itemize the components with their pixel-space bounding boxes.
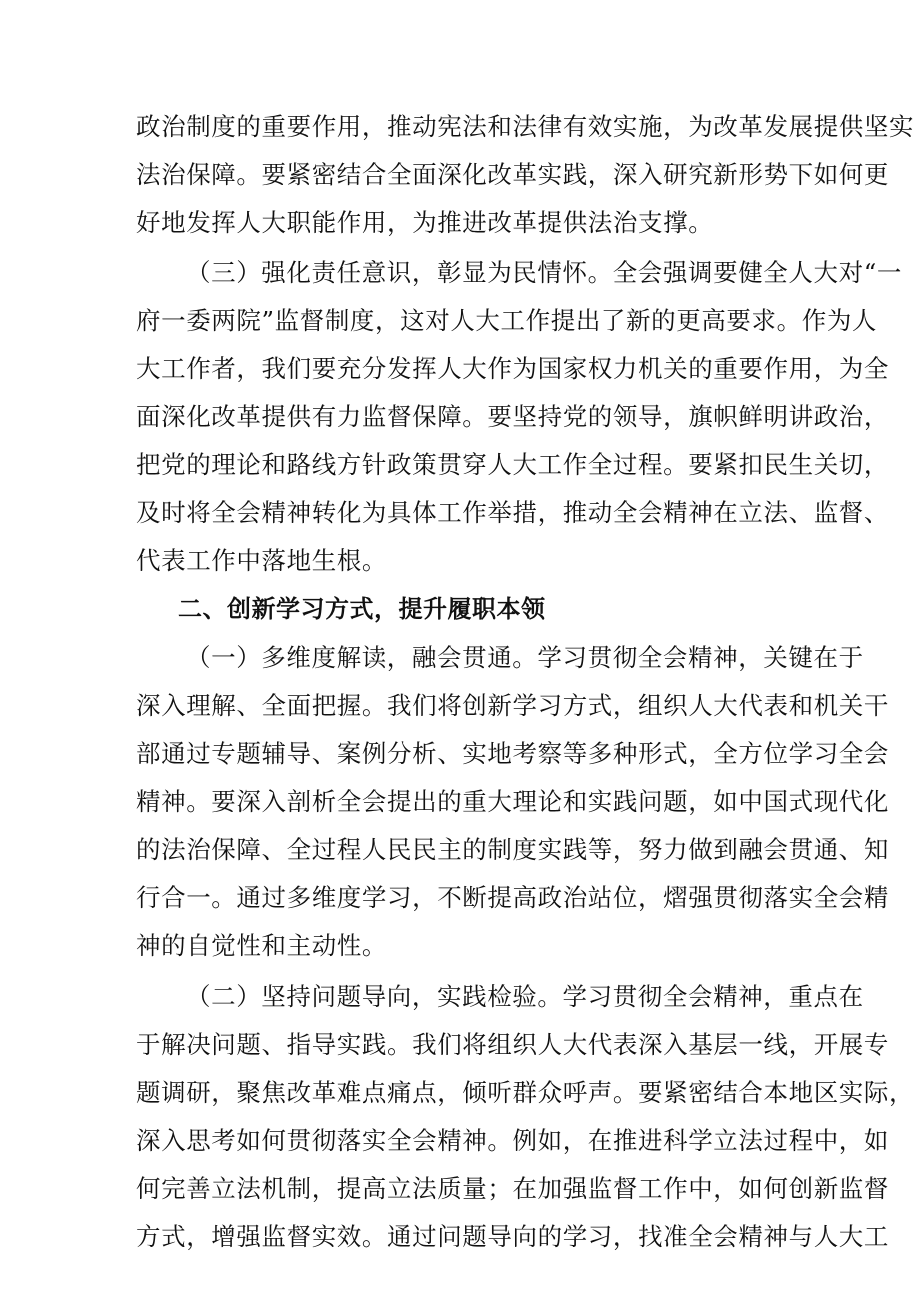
- paragraph-line: 方式，增强监督实效。通过问题导向的学习，找准全会精神与人大工: [136, 1222, 889, 1251]
- paragraph-line: （三）强化责任意识，彰显为民情怀。全会强调要健全人大对“一: [186, 258, 902, 287]
- paragraph-line: 代表工作中落地生根。: [136, 546, 387, 575]
- paragraph-line: 好地发挥人大职能作用，为推进改革提供法治支撑。: [136, 208, 714, 237]
- paragraph-line: 于解决问题、指导实践。我们将组织人大代表深入基层一线，开展专: [136, 1030, 889, 1059]
- paragraph-line: 行合一。通过多维度学习，不断提高政治站位，熠强贯彻落实全会精: [136, 883, 889, 912]
- paragraph-line: 政治制度的重要作用，推动宪法和法律有效实施，为改革发展提供坚实: [136, 112, 915, 141]
- paragraph-line: （一）多维度解读，融会贯通。学习贯彻全会精神，关键在于: [186, 643, 864, 672]
- paragraph-line: 把党的理论和路线方针政策贯穿人大工作全过程。要紧扣民生关切，: [136, 450, 889, 479]
- paragraph-line: 部通过专题辅导、案例分析、实地考察等多种形式，全方位学习全会: [136, 739, 889, 768]
- paragraph-line: 及时将全会精神转化为具体工作举措，推动全会精神在立法、监督、: [136, 498, 889, 527]
- section-heading: 二、创新学习方式，提升履职本领: [178, 595, 546, 623]
- paragraph-line: 法治保障。要紧密结合全面深化改革实践，深入研究新形势下如何更: [136, 160, 889, 189]
- paragraph-line: 何完善立法机制，提高立法质量；在加强监督工作中，如何创新监督: [136, 1174, 889, 1203]
- paragraph-line: 神的自觉性和主动性。: [136, 931, 387, 960]
- paragraph-line: 大工作者，我们要充分发挥人大作为国家权力机关的重要作用，为全: [136, 354, 889, 383]
- paragraph-line: 面深化改革提供有力监督保障。要坚持党的领导，旗帜鲜明讲政治，: [136, 402, 889, 431]
- paragraph-line: 精神。要深入剖析全会提出的重大理论和实践问题，如中国式现代化: [136, 787, 889, 816]
- paragraph-line: 府一委两院”监督制度，这对人大工作提出了新的更高要求。作为人: [136, 306, 878, 335]
- paragraph-line: 的法治保障、全过程人民民主的制度实践等，努力做到融会贯通、知: [136, 835, 889, 864]
- paragraph-line: 深入思考如何贯彻落实全会精神。例如，在推进科学立法过程中，如: [136, 1126, 889, 1155]
- paragraph-line: （二）坚持问题导向，实践检验。学习贯彻全会精神，重点在: [186, 982, 864, 1011]
- paragraph-line: 题调研，聚焦改革难点痛点，倾听群众呼声。要紧密结合本地区实际，: [136, 1078, 915, 1107]
- paragraph-line: 深入理解、全面把握。我们将创新学习方式，组织人大代表和机关干: [136, 691, 889, 720]
